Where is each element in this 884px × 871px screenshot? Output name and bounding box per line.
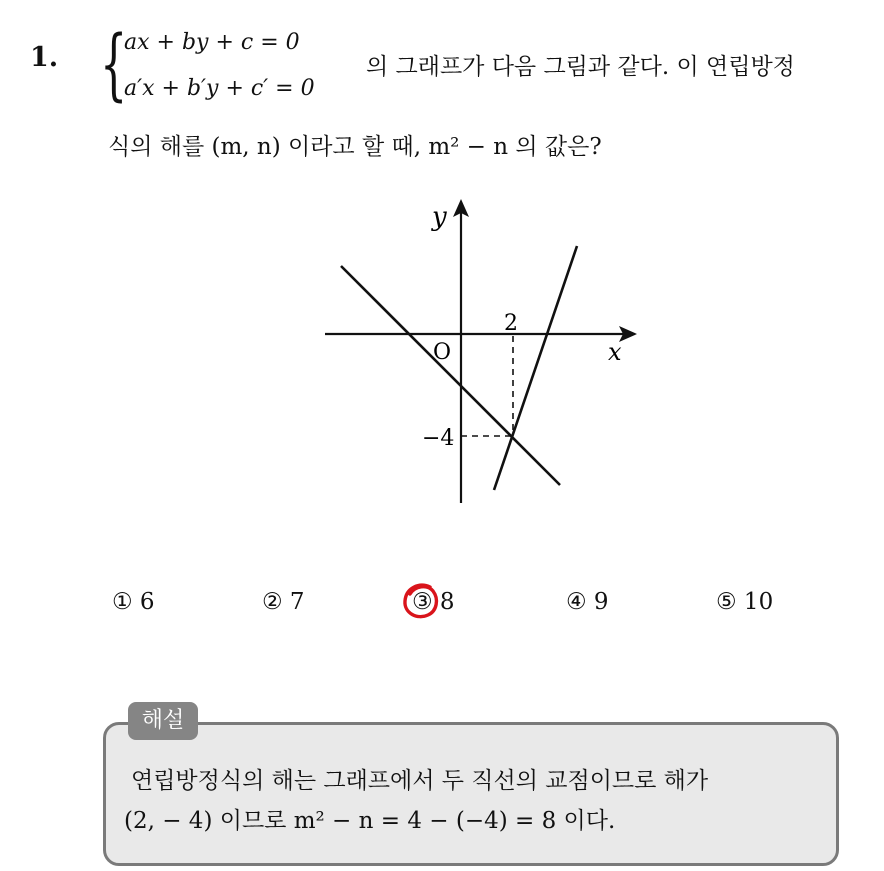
equation-2: a′x + b′y + c′ = 0 — [124, 76, 315, 101]
answer-circle-mark — [401, 581, 441, 621]
line-a-prime — [494, 246, 577, 490]
question-number: 1. — [30, 42, 59, 73]
question-text-line-1: 의 그래프가 다음 그림과 같다. 이 연립방정 — [366, 54, 795, 80]
solution-tag: 해설 — [128, 702, 198, 740]
choice-3[interactable]: ③ 8 — [412, 589, 455, 615]
system-brace: { — [100, 20, 128, 110]
choice-2[interactable]: ② 7 — [262, 589, 305, 615]
y-axis-label: y — [432, 202, 447, 232]
x-axis-label: x — [608, 338, 622, 366]
y-tick-label: −4 — [422, 426, 455, 451]
solution-line-2: (2, − 4) 이므로 m² − n = 4 − (−4) = 8 이다. — [124, 808, 616, 834]
solution-line-1: 연립방정식의 해는 그래프에서 두 직선의 교점이므로 해가 — [131, 768, 709, 794]
choice-5[interactable]: ⑤ 10 — [716, 589, 774, 615]
choice-1[interactable]: ① 6 — [112, 589, 155, 615]
origin-label: O — [433, 340, 452, 365]
line-ax-by-c — [341, 266, 560, 485]
choice-4[interactable]: ④ 9 — [566, 589, 609, 615]
equation-1: ax + by + c = 0 — [124, 30, 300, 55]
x-tick-label: 2 — [504, 311, 518, 336]
question-text-line-2: 식의 해를 (m, n) 이라고 할 때, m² − n 의 값은? — [108, 134, 602, 160]
